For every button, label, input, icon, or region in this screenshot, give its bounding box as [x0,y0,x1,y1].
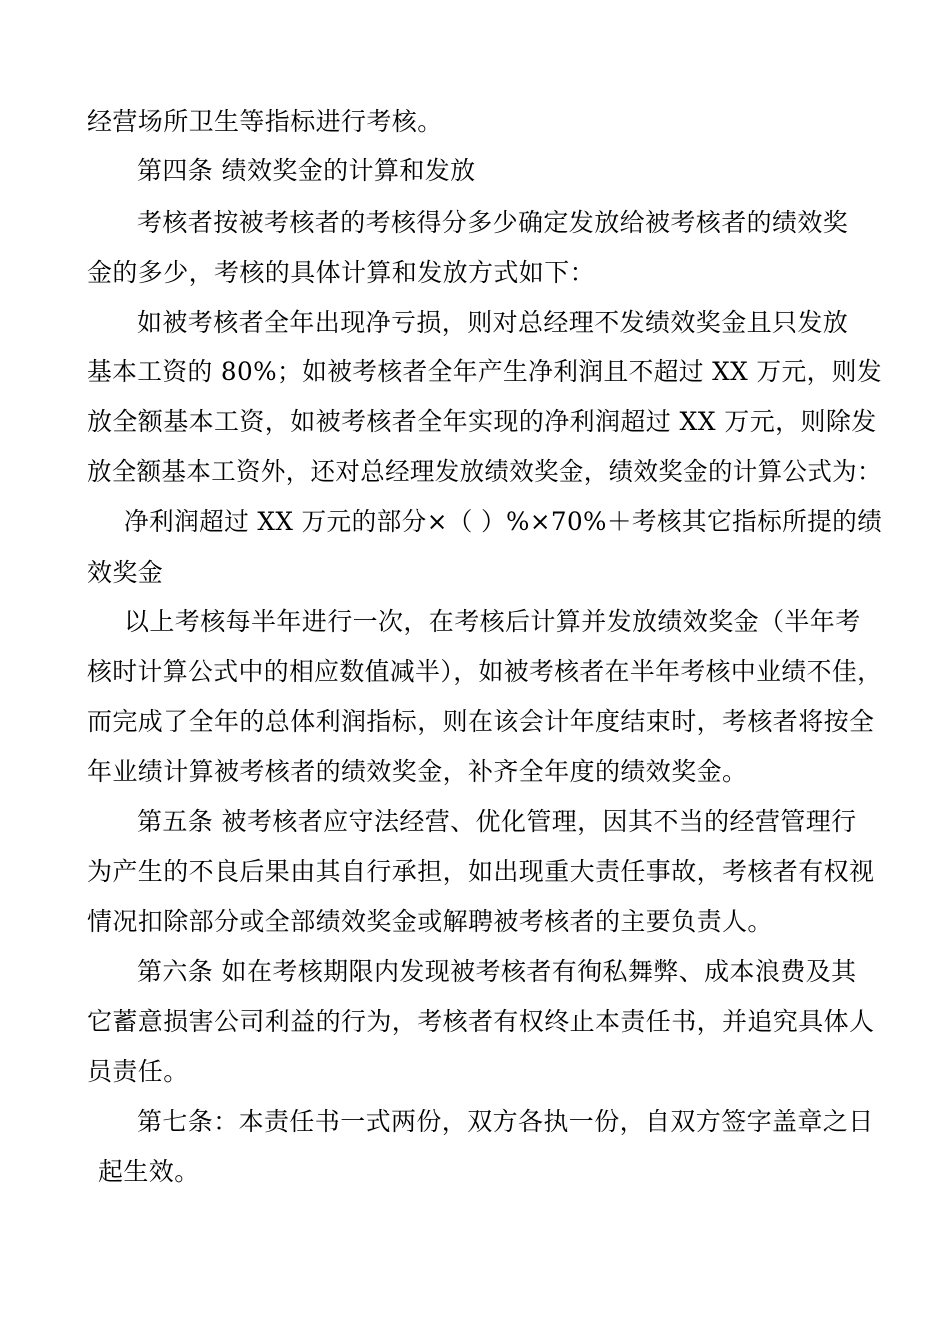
article-5-line: 第五条 被考核者应守法经营、优化管理，因其不当的经营管理行 [137,807,857,836]
article-4-heading: 第四条 绩效奖金的计算和发放 [137,156,476,185]
text-line: 放全额基本工资外，还对总经理发放绩效奖金，绩效奖金的计算公式为： [87,457,882,486]
formula-line: 净利润超过 XX 万元的部分×（ ）%×70%＋考核其它指标所提的绩 [124,507,883,536]
article-7-line: 第七条：本责任书一式两份，双方各执一份，自双方签字盖章之日 [137,1107,874,1136]
text-line: 而完成了全年的总体利润指标，则在该会计年度结束时，考核者将按全 [87,707,875,736]
text-line: 起生效。 [98,1157,200,1186]
text-line: 放全额基本工资，如被考核者全年实现的净利润超过 XX 万元，则除发 [87,407,877,436]
text-line: 为产生的不良后果由其自行承担，如出现重大责任事故，考核者有权视 [87,857,875,886]
text-line: 它蓄意损害公司利益的行为，考核者有权终止本责任书，并追究具体人 [87,1007,875,1036]
text-line: 考核者按被考核者的考核得分多少确定发放给被考核者的绩效奖 [137,208,849,237]
text-line: 年业绩计算被考核者的绩效奖金，补齐全年度的绩效奖金。 [87,757,748,786]
text-line: 金的多少，考核的具体计算和发放方式如下： [87,258,596,287]
text-line: 如被考核者全年出现净亏损，则对总经理不发绩效奖金且只发放 [137,308,849,337]
text-line: 员责任。 [87,1057,189,1086]
text-line: 情况扣除部分或全部绩效奖金或解聘被考核者的主要负责人。 [87,907,773,936]
text-line: 核时计算公式中的相应数值减半），如被考核者在半年考核中业绩不佳， [87,657,883,686]
text-line: 效奖金 [87,558,164,587]
text-line: 基本工资的 80%；如被考核者全年产生净利润且不超过 XX 万元，则发 [87,357,883,386]
article-6-line: 第六条 如在考核期限内发现被考核者有徇私舞弊、成本浪费及其 [137,957,857,986]
text-line: 经营场所卫生等指标进行考核。 [87,107,443,136]
text-line: 以上考核每半年进行一次，在考核后计算并发放绩效奖金（半年考 [124,607,861,636]
